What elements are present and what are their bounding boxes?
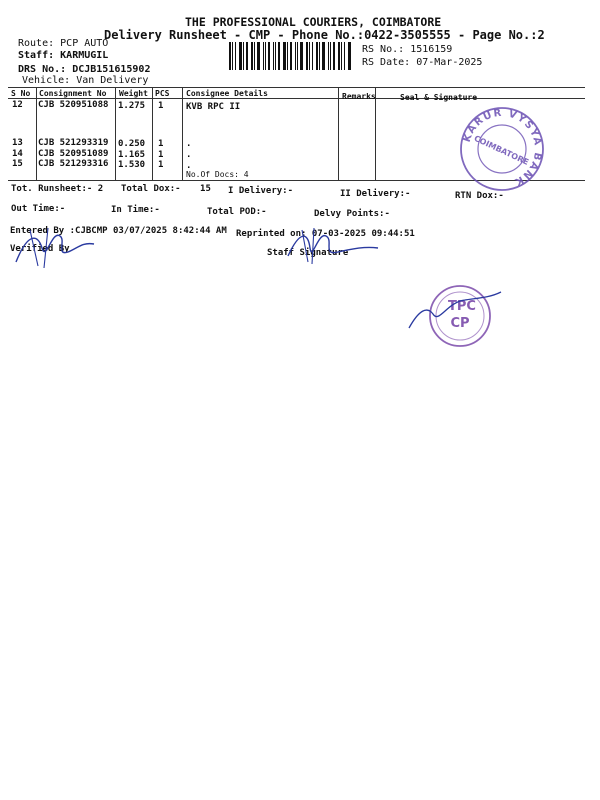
drs-label: DRS No.: — [18, 64, 67, 75]
bank-stamp-ring-text: KARUR VYSYA BANK — [461, 107, 544, 188]
cell-sno: 15 — [12, 159, 23, 169]
barcode-bar — [333, 42, 335, 70]
total-dox-value: 15 — [200, 184, 211, 194]
barcode-bar — [295, 42, 296, 70]
staff-label: Staff: — [18, 50, 55, 61]
staff-field — [18, 50, 108, 61]
rs-no-label: RS No.: — [362, 44, 405, 55]
th-seal-signature: Seal & Signature — [400, 93, 478, 102]
barcode-bar — [243, 42, 244, 70]
barcode-bar — [348, 42, 351, 70]
cell-consignee: . — [186, 139, 192, 149]
verified-by: Verified By — [10, 244, 70, 254]
barcode-bar — [316, 42, 318, 70]
barcode-bar — [235, 42, 236, 70]
th-weight: Weight — [119, 89, 148, 98]
staff-signature: Staff Signature — [267, 248, 349, 258]
route-label: Route: — [18, 38, 55, 49]
barcode-bar — [344, 42, 345, 70]
drs-field — [18, 64, 150, 75]
bank-round-stamp — [452, 104, 552, 194]
barcode-bar — [263, 42, 264, 70]
barcode-bar — [338, 42, 340, 70]
barcode-bar — [328, 42, 329, 70]
th-sno: S No — [11, 89, 31, 98]
th-consignee: Consignee Details — [186, 89, 268, 98]
barcode-bar — [300, 42, 303, 70]
tpc-stamp-line2: CP — [450, 316, 470, 331]
tpc-stamp-line1: TPC — [448, 299, 476, 314]
barcode-bar — [278, 42, 280, 70]
barcode-bar — [341, 42, 342, 70]
in-time: In Time:- — [111, 205, 160, 215]
barcode-bar — [312, 42, 313, 70]
tpc-round-stamp — [405, 280, 505, 350]
table-header-rule — [8, 98, 585, 99]
cell-pcs: 1 — [158, 101, 164, 111]
rs-no-field — [362, 44, 452, 55]
barcode-bar — [275, 42, 276, 70]
cell-weight: 1.165 — [118, 150, 146, 160]
no-of-docs: No.Of Docs: 4 — [186, 170, 249, 179]
col-divider — [338, 87, 339, 180]
barcode-bar — [309, 42, 310, 70]
th-consignment: Consignment No — [39, 89, 107, 98]
barcode-bar — [290, 42, 292, 70]
total-pod: Total POD:- — [207, 207, 267, 217]
th-pcs: PCS — [155, 89, 170, 98]
cell-consignment: CJB 520951089 — [38, 149, 109, 159]
cell-weight: 0.250 — [118, 139, 146, 149]
ii-delivery: II Delivery:- — [340, 189, 411, 199]
barcode-bar — [232, 42, 233, 70]
cell-consignee: . — [186, 150, 192, 160]
barcode-bar — [319, 42, 320, 70]
barcode-bar — [287, 42, 288, 70]
cell-weight: 1.530 — [118, 160, 146, 170]
barcode-bar — [246, 42, 248, 70]
cell-consignee: KVB RPC II — [186, 102, 241, 112]
cell-consignment: CJB 520951088 — [38, 100, 109, 110]
barcode-bar — [268, 42, 270, 70]
barcode-bar — [283, 42, 286, 70]
cell-consignee: . — [186, 161, 192, 171]
barcode-bar — [251, 42, 253, 70]
total-dox — [121, 184, 211, 194]
staff-value: KARMUGIL — [60, 50, 109, 61]
barcode-bar — [265, 42, 266, 70]
runsheet-subtitle: Delivery Runsheet - CMP - Phone No.:0422-3505555 - Page No.:2 — [104, 28, 545, 42]
cell-sno: 12 — [12, 100, 23, 110]
barcode-bar — [254, 42, 255, 70]
barcode — [229, 42, 355, 70]
vehicle-field — [22, 75, 148, 86]
rs-no-value: 1516159 — [410, 44, 453, 55]
drs-value: DCJB151615902 — [72, 64, 151, 75]
barcode-bar — [257, 42, 260, 70]
barcode-bar — [322, 42, 325, 70]
col-divider — [115, 87, 116, 180]
vehicle-value: Van Delivery — [76, 75, 149, 86]
route-field — [18, 38, 108, 49]
out-time: Out Time:- — [11, 204, 66, 214]
barcode-bar — [330, 42, 331, 70]
cell-weight: 1.275 — [118, 101, 146, 111]
th-remarks: Remarks — [342, 92, 376, 101]
bank-stamp-inner-text: COIMBATORE — [472, 133, 531, 167]
verifier-signature — [8, 222, 98, 272]
col-divider — [36, 87, 37, 180]
rs-date-label: RS Date: — [362, 57, 411, 68]
rs-date-value: 07-Mar-2025 — [416, 57, 483, 68]
cell-consignment: CJB 521293319 — [38, 138, 109, 148]
route-value: PCP AUTO — [60, 38, 109, 49]
col-divider — [152, 87, 153, 180]
entered-by: Entered By :CJBCMP 03/07/2025 8:42:44 AM — [10, 226, 227, 236]
cell-pcs: 1 — [158, 139, 164, 149]
rtn-dox: RTN Dox:- — [455, 191, 504, 201]
delvy-points: Delvy Points:- — [314, 209, 390, 219]
barcode-bar — [306, 42, 308, 70]
rs-date-field — [362, 57, 482, 68]
barcode-bar — [297, 42, 298, 70]
reprinted-on: Reprinted on: 07-03-2025 09:44:51 — [236, 229, 415, 239]
barcode-bar — [239, 42, 242, 70]
cell-sno: 14 — [12, 149, 23, 159]
cell-sno: 13 — [12, 138, 23, 148]
company-title: THE PROFESSIONAL COURIERS, COIMBATORE — [185, 15, 442, 29]
cell-pcs: 1 — [158, 160, 164, 170]
cell-consignment: CJB 521293316 — [38, 159, 109, 169]
cell-pcs: 1 — [158, 150, 164, 160]
barcode-bar — [229, 42, 231, 70]
tot-runsheet: Tot. Runsheet:- 2 — [11, 184, 104, 194]
col-divider — [182, 87, 183, 180]
table-top-rule — [8, 87, 585, 88]
vehicle-label: Vehicle: — [22, 75, 71, 86]
total-dox-label: Total Dox:- — [121, 184, 181, 194]
i-delivery: I Delivery:- — [228, 186, 294, 196]
staff-signature-scribble — [282, 226, 382, 266]
barcode-bar — [273, 42, 274, 70]
